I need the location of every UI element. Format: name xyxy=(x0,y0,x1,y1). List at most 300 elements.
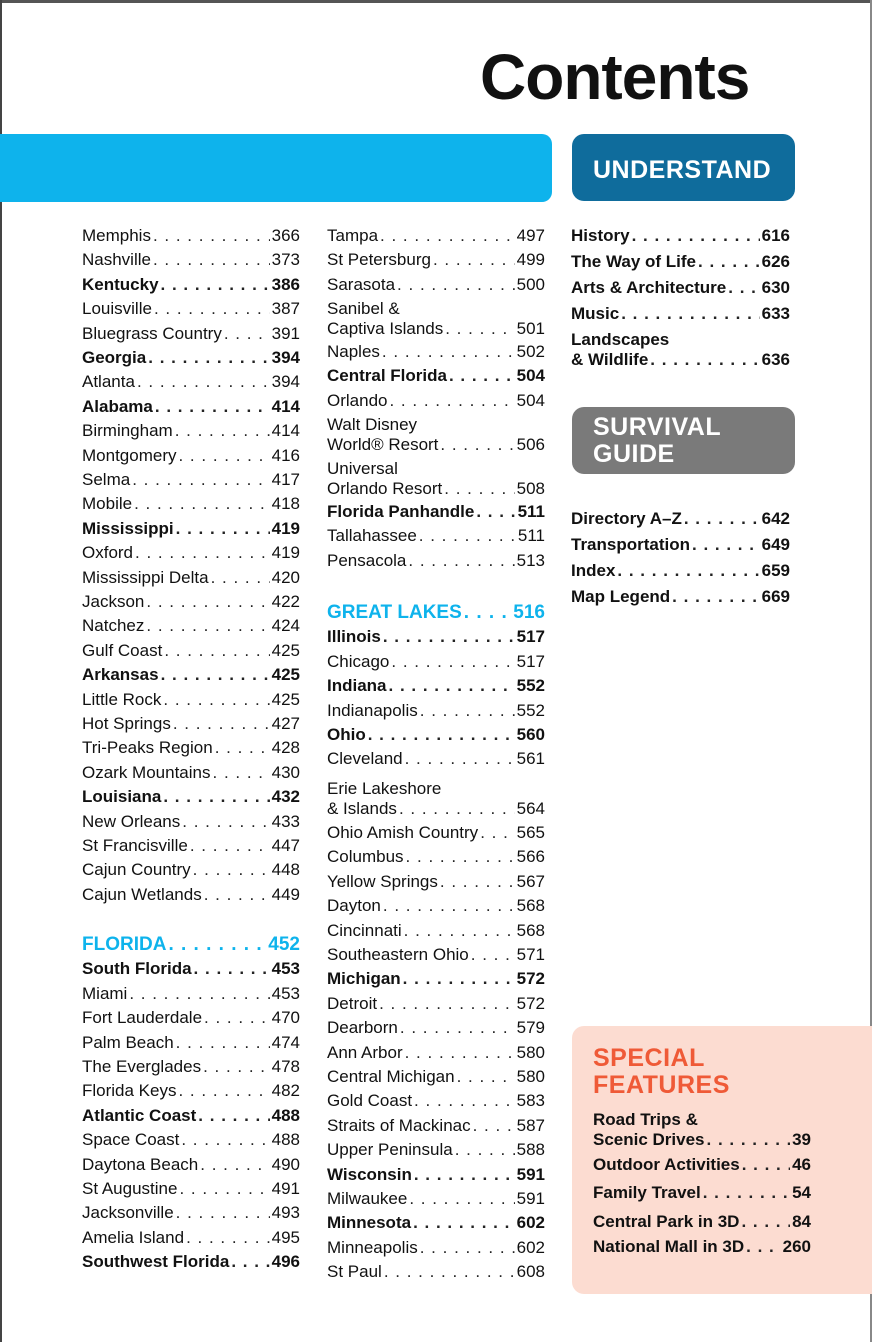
leader-dots xyxy=(397,275,515,295)
toc-entry-label: St Paul xyxy=(327,1262,382,1282)
toc-entry[interactable] xyxy=(327,1165,545,1185)
toc-entry[interactable] xyxy=(82,348,300,368)
toc-entry-label: Jackson xyxy=(82,592,145,611)
leader-dots xyxy=(433,250,515,270)
leader-dots xyxy=(473,1116,515,1136)
leader-dots xyxy=(403,969,515,989)
toc-entry[interactable] xyxy=(571,350,790,370)
toc-entry-page: 572 xyxy=(516,993,545,1013)
toc-entry[interactable] xyxy=(82,543,300,563)
toc-entry-page: 511 xyxy=(517,526,545,546)
toc-entry-page: 452 xyxy=(268,934,300,955)
toc-entry[interactable] xyxy=(327,676,545,696)
toc-entry-label: Index xyxy=(571,561,616,580)
toc-entry-page: 506 xyxy=(516,435,545,454)
toc-entry-label: Ohio xyxy=(327,725,366,744)
toc-entry-label: Columbus xyxy=(327,847,404,867)
toc-entry[interactable] xyxy=(327,1262,545,1282)
toc-entry[interactable] xyxy=(82,494,300,514)
leader-dots xyxy=(137,372,270,392)
leader-dots xyxy=(176,519,270,539)
toc-entry-page: 580 xyxy=(516,1067,545,1086)
toc-entry-label: Minnesota xyxy=(327,1213,412,1233)
leader-dots xyxy=(389,676,515,696)
toc-entry-label: Florida Keys xyxy=(82,1081,177,1101)
toc-entry-page: 499 xyxy=(516,250,545,270)
toc-entry-label: Detroit xyxy=(327,993,378,1013)
toc-entry[interactable] xyxy=(327,701,545,721)
toc-entry-page: 659 xyxy=(761,561,790,580)
leader-dots xyxy=(211,568,270,588)
toc-entry-label: GREAT LAKES xyxy=(327,602,462,623)
leader-dots xyxy=(368,725,515,745)
leader-dots xyxy=(163,690,269,710)
leader-dots xyxy=(198,1106,269,1126)
leader-dots xyxy=(746,1237,780,1257)
leader-dots xyxy=(414,1091,515,1111)
leader-dots xyxy=(413,1213,515,1233)
toc-entry-label: St Petersburg xyxy=(327,250,431,270)
leader-dots xyxy=(617,561,759,581)
toc-entry[interactable] xyxy=(593,1130,811,1150)
toc-entry-page: 391 xyxy=(271,323,300,343)
toc-entry[interactable] xyxy=(571,226,790,246)
toc-entry-page: 568 xyxy=(516,896,545,916)
toc-entry-page: 580 xyxy=(516,1042,545,1062)
toc-entry[interactable] xyxy=(327,1238,545,1258)
leader-dots xyxy=(204,885,270,905)
toc-entry[interactable] xyxy=(571,252,790,272)
toc-entry[interactable] xyxy=(82,299,300,319)
leader-dots xyxy=(178,1081,269,1101)
toc-entry[interactable] xyxy=(327,391,545,411)
leader-dots xyxy=(203,1057,270,1077)
toc-entry-page: 566 xyxy=(516,847,545,867)
toc-entry[interactable] xyxy=(82,984,300,1004)
toc-entry-page: 602 xyxy=(516,1213,545,1233)
leader-dots xyxy=(405,749,515,769)
toc-entry-page: 488 xyxy=(271,1105,300,1125)
toc-entry-page: 433 xyxy=(271,811,300,831)
toc-entry-page: 508 xyxy=(516,479,545,498)
toc-entry[interactable] xyxy=(327,250,545,270)
toc-entry-page: 414 xyxy=(271,421,300,441)
toc-entry-label-line1: Landscapes xyxy=(571,330,670,349)
toc-entry-page: 517 xyxy=(516,651,545,671)
leader-dots xyxy=(213,763,270,783)
toc-entry-page: 564 xyxy=(516,799,545,818)
toc-entry-label: Upper Peninsula xyxy=(327,1140,453,1160)
leader-dots xyxy=(383,627,515,647)
toc-entry-label: Mississippi Delta xyxy=(82,567,209,587)
toc-entry[interactable] xyxy=(82,250,300,270)
toc-entry-label: Miami xyxy=(82,983,128,1003)
toc-entry[interactable] xyxy=(327,1189,545,1209)
toc-entry[interactable] xyxy=(571,535,790,555)
leader-dots xyxy=(379,994,515,1014)
toc-entry-label: Fort Lauderdale xyxy=(82,1008,203,1028)
toc-entry[interactable] xyxy=(82,470,300,490)
toc-entry-page: 588 xyxy=(516,1140,545,1160)
toc-entry-label: Minneapolis xyxy=(327,1237,418,1257)
toc-entry-page: 474 xyxy=(271,1032,300,1052)
toc-entry-label: Outdoor Activities xyxy=(593,1155,740,1174)
toc-entry[interactable] xyxy=(82,959,300,979)
toc-entry[interactable] xyxy=(82,519,300,539)
toc-entry-label: Cajun Wetlands xyxy=(82,884,202,904)
toc-entry[interactable] xyxy=(327,945,545,965)
toc-entry[interactable] xyxy=(327,872,545,892)
toc-entry-label: Central Michigan xyxy=(327,1067,455,1086)
toc-entry-label: Gold Coast xyxy=(327,1091,413,1111)
leader-dots xyxy=(420,701,515,721)
toc-entry-page: 579 xyxy=(516,1018,545,1038)
leader-dots xyxy=(741,1212,790,1232)
toc-entry[interactable] xyxy=(327,799,545,819)
toc-entry[interactable] xyxy=(82,1008,300,1028)
toc-entry-label-line1: Universal xyxy=(327,459,398,478)
toc-entry-page: 567 xyxy=(516,871,545,891)
toc-entry-page: 420 xyxy=(271,567,300,587)
toc-entry[interactable] xyxy=(82,616,300,636)
toc-entry[interactable] xyxy=(82,1081,300,1101)
toc-entry-page: 430 xyxy=(271,762,300,782)
toc-entry[interactable] xyxy=(82,226,300,246)
toc-entry[interactable] xyxy=(82,372,300,392)
special-header-line1: SPECIAL xyxy=(593,1044,705,1072)
toc-entry-label: Chicago xyxy=(327,651,390,671)
toc-entry-page: 419 xyxy=(271,543,300,563)
leader-dots xyxy=(419,526,516,546)
toc-entry[interactable] xyxy=(327,1091,545,1111)
toc-entry[interactable] xyxy=(82,421,300,441)
toc-entry-page: 516 xyxy=(513,602,545,623)
toc-entry[interactable] xyxy=(82,787,300,807)
toc-entry[interactable] xyxy=(327,896,545,916)
toc-entry[interactable] xyxy=(327,275,545,295)
leader-dots xyxy=(190,836,270,856)
toc-entry-page: 496 xyxy=(271,1252,300,1272)
toc-entry-page: 54 xyxy=(792,1183,811,1202)
leader-dots xyxy=(154,299,270,319)
toc-entry-label: Ozark Mountains xyxy=(82,762,211,782)
leader-dots xyxy=(224,324,270,344)
toc-entry[interactable] xyxy=(82,885,300,905)
toc-entry-page: 387 xyxy=(271,299,300,319)
leader-dots xyxy=(409,1189,514,1209)
toc-entry-label: Montgomery xyxy=(82,445,177,465)
toc-entry-label: & Wildlife xyxy=(571,350,649,369)
toc-entry-label: Dayton xyxy=(327,896,381,916)
leader-dots xyxy=(400,1018,515,1038)
toc-entry-page: 497 xyxy=(516,226,545,245)
leader-dots xyxy=(440,435,514,455)
toc-entry[interactable] xyxy=(327,847,545,867)
toc-entry-page: 571 xyxy=(516,945,545,964)
toc-entry-page: 432 xyxy=(271,787,300,807)
toc-entry-page: 552 xyxy=(516,676,545,696)
toc-entry[interactable] xyxy=(327,435,545,455)
toc-entry[interactable] xyxy=(82,641,300,661)
toc-entry[interactable] xyxy=(327,1140,545,1160)
toc-entry[interactable] xyxy=(82,1057,300,1077)
toc-entry[interactable] xyxy=(327,1018,545,1038)
toc-entry[interactable] xyxy=(327,366,545,386)
leader-dots xyxy=(383,896,515,916)
toc-entry-page: 587 xyxy=(516,1115,545,1135)
toc-entry-page: 602 xyxy=(516,1237,545,1257)
toc-entry-label: Naples xyxy=(327,342,380,361)
toc-entry-label: Illinois xyxy=(327,627,381,647)
leader-dots xyxy=(186,1228,270,1248)
toc-entry-label: Pensacola xyxy=(327,550,407,570)
toc-entry-label: & Islands xyxy=(327,799,397,818)
leader-dots xyxy=(420,1238,515,1258)
leader-dots xyxy=(146,592,269,612)
toc-entry-label: Sarasota xyxy=(327,274,396,294)
leader-dots xyxy=(181,1130,269,1150)
toc-entry-label: Amelia Island xyxy=(82,1227,185,1247)
toc-entry-page: 513 xyxy=(516,550,545,570)
leader-dots xyxy=(414,1165,515,1185)
toc-entry[interactable] xyxy=(571,561,790,581)
leader-dots xyxy=(480,823,514,843)
toc-entry-page: 386 xyxy=(271,274,300,294)
toc-entry[interactable] xyxy=(82,763,300,783)
toc-entry[interactable] xyxy=(82,935,300,955)
toc-entry-label: St Augustine xyxy=(82,1179,178,1198)
leader-dots xyxy=(153,250,270,270)
toc-entry-label: Mobile xyxy=(82,494,133,514)
toc-entry-label: Space Coast xyxy=(82,1130,180,1150)
toc-entry-label: Atlanta xyxy=(82,372,135,392)
toc-entry-label: Palm Beach xyxy=(82,1032,174,1052)
leader-dots xyxy=(164,641,269,661)
leader-dots xyxy=(153,226,270,246)
toc-entry-label: Cajun Country xyxy=(82,860,191,880)
toc-entry-label: Central Park in 3D xyxy=(593,1212,740,1231)
toc-entry[interactable] xyxy=(327,479,545,499)
leader-dots xyxy=(182,812,269,832)
toc-entry-label: Florida Panhandle xyxy=(327,502,475,521)
toc-entry-label: Map Legend xyxy=(571,587,671,606)
leader-dots xyxy=(742,1155,790,1175)
toc-entry-page: 373 xyxy=(271,250,300,270)
toc-entry[interactable] xyxy=(327,1213,545,1233)
toc-entry-label: Arts & Architecture xyxy=(571,278,727,297)
toc-entry-label: The Everglades xyxy=(82,1057,202,1076)
toc-entry[interactable] xyxy=(571,509,790,529)
leader-dots xyxy=(440,872,515,892)
toc-entry[interactable] xyxy=(82,324,300,344)
toc-entry[interactable] xyxy=(327,994,545,1014)
blue-header-bar xyxy=(0,134,552,202)
toc-entry[interactable] xyxy=(327,551,545,571)
leader-dots xyxy=(391,652,514,672)
leader-dots xyxy=(231,1252,269,1272)
toc-entry-label: Music xyxy=(571,304,620,323)
toc-entry[interactable] xyxy=(82,836,300,856)
toc-entry[interactable] xyxy=(327,823,545,843)
leader-dots xyxy=(193,860,270,880)
leader-dots xyxy=(380,226,515,246)
leader-dots xyxy=(707,1130,791,1150)
toc-entry[interactable] xyxy=(82,1252,300,1272)
toc-entry[interactable] xyxy=(82,275,300,295)
toc-entry[interactable] xyxy=(82,738,300,758)
toc-entry[interactable] xyxy=(327,969,545,989)
toc-entry-label: Oxford xyxy=(82,543,134,563)
toc-entry[interactable] xyxy=(82,1203,300,1223)
toc-entry-label: Ann Arbor xyxy=(327,1042,403,1062)
toc-entry-label: Scenic Drives xyxy=(593,1130,705,1149)
toc-entry[interactable] xyxy=(327,725,545,745)
toc-entry-page: 449 xyxy=(271,884,300,904)
toc-entry[interactable] xyxy=(571,278,790,298)
toc-entry-page: 552 xyxy=(516,700,545,720)
toc-entry-page: 448 xyxy=(271,860,300,880)
toc-entry-label: Southeastern Ohio xyxy=(327,945,469,964)
toc-entry[interactable] xyxy=(82,1106,300,1126)
leader-dots xyxy=(132,470,269,490)
toc-entry[interactable] xyxy=(82,1033,300,1053)
toc-entry[interactable] xyxy=(82,1228,300,1248)
leader-dots xyxy=(728,278,759,298)
toc-entry[interactable] xyxy=(82,1179,300,1199)
toc-entry[interactable] xyxy=(327,1067,545,1087)
toc-entry-page: 560 xyxy=(516,725,545,744)
toc-entry-page: 583 xyxy=(516,1091,545,1111)
toc-entry-page: 502 xyxy=(516,342,545,361)
toc-entry-label: Louisiana xyxy=(82,787,162,807)
leader-dots xyxy=(457,1067,515,1087)
toc-entry-page: 633 xyxy=(761,304,790,323)
leader-dots xyxy=(698,252,760,272)
toc-entry-page: 565 xyxy=(516,823,545,842)
leader-dots xyxy=(408,551,514,571)
toc-entry[interactable] xyxy=(327,749,545,769)
toc-entry[interactable] xyxy=(82,568,300,588)
toc-entry[interactable] xyxy=(82,714,300,734)
leader-dots xyxy=(703,1183,790,1203)
toc-entry[interactable] xyxy=(327,1116,545,1136)
toc-entry-label: Daytona Beach xyxy=(82,1154,199,1174)
toc-entry-label: Indianapolis xyxy=(327,700,418,720)
toc-entry[interactable] xyxy=(82,592,300,612)
toc-entry[interactable] xyxy=(593,1237,811,1257)
toc-entry[interactable] xyxy=(327,1043,545,1063)
leader-dots xyxy=(173,714,270,734)
leader-dots xyxy=(148,348,269,368)
leader-dots xyxy=(382,342,515,362)
leader-dots xyxy=(179,1179,269,1199)
toc-entry[interactable] xyxy=(327,627,545,647)
leader-dots xyxy=(692,535,760,555)
toc-entry-page: 495 xyxy=(271,1227,300,1247)
leader-dots xyxy=(204,1008,270,1028)
toc-entry[interactable] xyxy=(593,1155,811,1175)
toc-entry-label: Milwaukee xyxy=(327,1189,408,1208)
toc-entry-page: 591 xyxy=(516,1164,545,1184)
toc-entry-label: Michigan xyxy=(327,969,401,989)
survival-header-line2: GUIDE xyxy=(593,440,675,468)
toc-entry[interactable] xyxy=(327,921,545,941)
toc-entry-page: 591 xyxy=(516,1189,545,1208)
toc-entry-page: 260 xyxy=(782,1237,811,1256)
toc-entry-label-line1: Walt Disney xyxy=(327,415,418,434)
leader-dots xyxy=(163,787,269,807)
toc-entry[interactable] xyxy=(82,665,300,685)
leader-dots xyxy=(399,799,515,819)
leader-dots xyxy=(168,935,266,955)
toc-entry-label: Indiana xyxy=(327,676,387,696)
leader-dots xyxy=(389,391,514,411)
toc-entry-label: Georgia xyxy=(82,348,147,367)
toc-entry-page: 447 xyxy=(271,836,300,855)
toc-entry-label: Tri-Peaks Region xyxy=(82,738,213,758)
toc-entry[interactable] xyxy=(327,502,545,522)
toc-entry-page: 669 xyxy=(761,587,790,606)
toc-entry[interactable] xyxy=(82,1130,300,1150)
toc-entry[interactable] xyxy=(327,603,545,623)
leader-dots xyxy=(632,226,760,246)
toc-entry-page: 424 xyxy=(271,616,300,636)
toc-entry[interactable] xyxy=(571,304,790,324)
toc-entry-page: 453 xyxy=(271,959,300,979)
toc-entry-page: 490 xyxy=(271,1154,300,1174)
leader-dots xyxy=(155,397,270,417)
toc-entry-label: Yellow Springs xyxy=(327,871,438,891)
toc-entry[interactable] xyxy=(593,1183,811,1203)
leader-dots xyxy=(445,319,514,339)
toc-entry[interactable] xyxy=(327,652,545,672)
toc-entry-page: 616 xyxy=(761,226,790,245)
toc-entry-label: Gulf Coast xyxy=(82,640,163,660)
leader-dots xyxy=(444,479,514,499)
toc-entry-label: South Florida xyxy=(82,959,192,979)
toc-entry-page: 649 xyxy=(761,535,790,554)
toc-entry[interactable] xyxy=(327,526,545,546)
leader-dots xyxy=(404,921,515,941)
toc-entry-page: 84 xyxy=(792,1212,811,1231)
toc-entry-label: Cincinnati xyxy=(327,920,402,940)
toc-entry-label: Dearborn xyxy=(327,1018,398,1038)
toc-entry-page: 561 xyxy=(516,749,545,769)
toc-entry-label: Hot Springs xyxy=(82,714,171,733)
toc-entry-label: Orlando Resort xyxy=(327,479,443,498)
leader-dots xyxy=(464,603,512,623)
toc-entry-page: 501 xyxy=(516,319,545,338)
toc-entry[interactable] xyxy=(593,1212,811,1232)
leader-dots xyxy=(194,959,270,979)
leader-dots xyxy=(455,1140,515,1160)
special-features-header xyxy=(593,1045,730,1099)
toc-entry-page: 568 xyxy=(516,920,545,940)
toc-entry[interactable] xyxy=(82,690,300,710)
toc-entry[interactable] xyxy=(82,812,300,832)
toc-entry[interactable] xyxy=(82,446,300,466)
toc-entry-page: 366 xyxy=(271,226,300,245)
leader-dots xyxy=(134,494,270,514)
toc-entry-label: Kentucky xyxy=(82,274,159,294)
toc-entry[interactable] xyxy=(327,226,545,246)
toc-entry[interactable] xyxy=(327,319,545,339)
toc-entry[interactable] xyxy=(82,860,300,880)
toc-entry[interactable] xyxy=(82,1155,300,1175)
toc-entry[interactable] xyxy=(571,587,790,607)
toc-entry[interactable] xyxy=(327,342,545,362)
toc-entry[interactable] xyxy=(82,397,300,417)
